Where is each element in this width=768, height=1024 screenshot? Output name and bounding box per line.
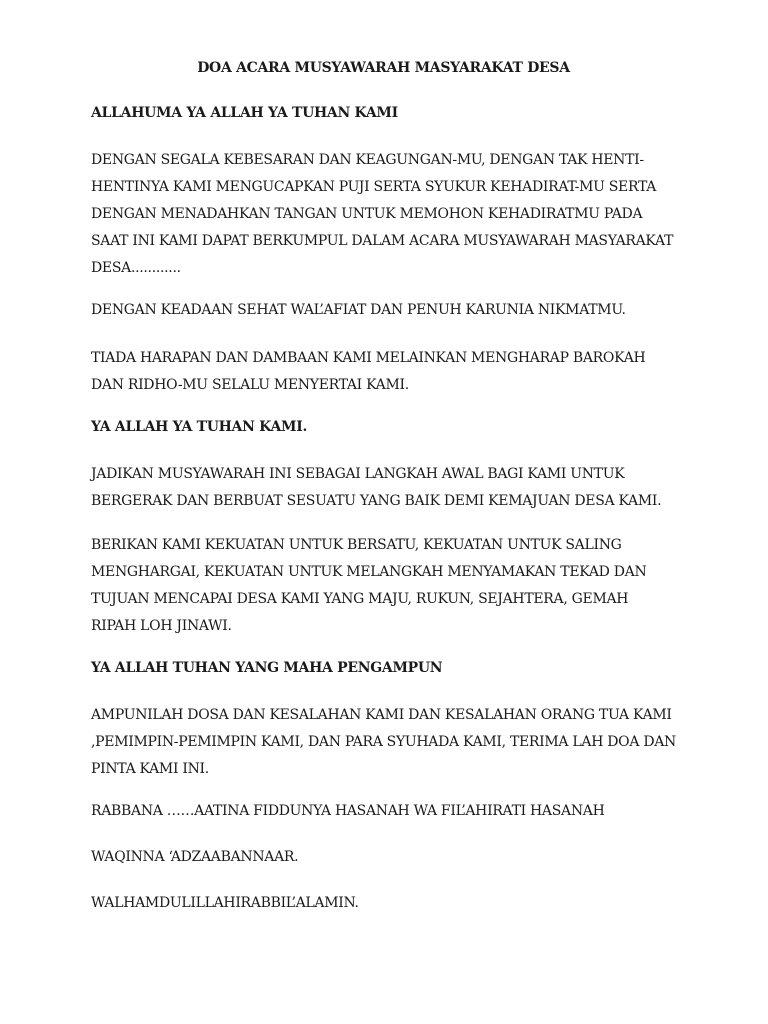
heading-allahuma: ALLAHUMA YA ALLAH YA TUHAN KAMI xyxy=(91,105,398,121)
heading-ya-allah: YA ALLAH YA TUHAN KAMI. xyxy=(91,419,308,435)
paragraph-keadaan-sehat: DENGAN KEADAAN SEHAT WAL’AFIAT DAN PENUH KARUNIA NIKMATMU. xyxy=(91,302,626,318)
paragraph-jadikan-musyawarah: JADIKAN MUSYAWARAH INI SEBAGAI LANGKAH AWAL BAGI KAMI UNTUK BERGERAK DAN BERBUAT SESUATU YANG BAIK DEMI KEMAJUAN DESA KAMI. xyxy=(91,466,662,509)
paragraph-tiada-harapan: TIADA HARAPAN DAN DAMBAAN KAMI MELAINKAN MENGHARAP BAROKAH DAN RIDHO-MU SELALU MENYERTAI KAMI. xyxy=(91,350,646,393)
paragraph-rabbana: RABBANA ……AATINA FIDDUNYA HASANAH WA FIL’AHIRATI HASANAH xyxy=(91,803,605,819)
paragraph-ampunilah: AMPUNILAH DOSA DAN KESALAHAN KAMI DAN KESALAHAN ORANG TUA KAMI ,PEMIMPIN-PEMIMPIN KAMI, DAN PARA SYUHADA KAMI, TERIMA LAH DOA DAN PINTA KAMI INI. xyxy=(91,707,677,777)
paragraph-waqinna: WAQINNA ‘ADZAABANNAAR. xyxy=(91,849,299,865)
paragraph-berikan-kekuatan: BERIKAN KAMI KEKUATAN UNTUK BERSATU, KEKUATAN UNTUK SALING MENGHARGAI, KEKUATAN UNTUK MELANGKAH MENYAMAKAN TEKAD DAN TUJUAN MENCAPAI DESA KAMI YANG MAJU, RUKUN, SEJAHTERA, GEMAH RIPAH LOH JINAWI. xyxy=(91,537,647,634)
heading-maha-pengampun: YA ALLAH TUHAN YANG MAHA PENGAMPUN xyxy=(91,660,443,676)
paragraph-walhamdulillah: WALHAMDULILLAHIRABBIL’ALAMIN. xyxy=(91,895,359,911)
document-title: DOA ACARA MUSYAWARAH MASYARAKAT DESA xyxy=(197,60,570,76)
paragraph-kebesaran: DENGAN SEGALA KEBESARAN DAN KEAGUNGAN-MU, DENGAN TAK HENTI-HENTINYA KAMI MENGUCAPKAN PUJI SERTA SYUKUR KEHADIRAT-MU SERTA DENGAN MENADAHKAN TANGAN UNTUK MEMOHON KEHADIRATMU PADA SAAT INI KAMI DAPAT BERKUMPUL DALAM ACARA MUSYAWARAH MASYARAKAT DESA............ xyxy=(91,152,674,276)
